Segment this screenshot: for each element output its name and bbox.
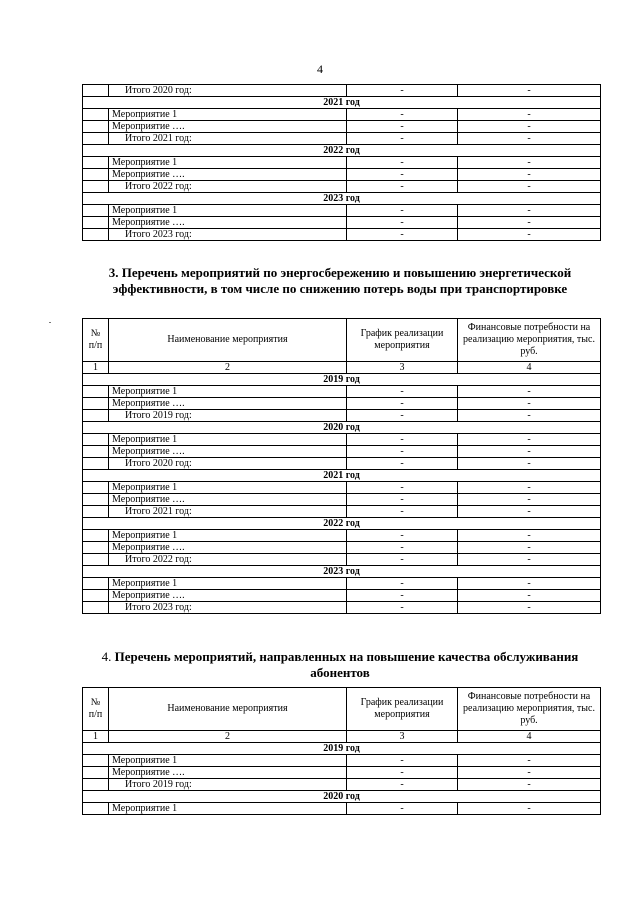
- year-row: [83, 518, 601, 530]
- total-row: [83, 133, 601, 145]
- row-num: [83, 157, 109, 169]
- section-3-heading: [100, 265, 580, 297]
- schedule-value: -: [347, 542, 458, 554]
- item-name: Мероприятие 1: [109, 434, 347, 446]
- schedule-value: -: [347, 602, 458, 614]
- total-row: [83, 181, 601, 193]
- total-row: [83, 229, 601, 241]
- schedule-value: -: [347, 803, 458, 815]
- item-name: Мероприятие ….: [109, 590, 347, 602]
- cost-value: -: [458, 602, 601, 614]
- row-num: [83, 767, 109, 779]
- column-number: 1: [83, 731, 109, 743]
- total-label: Итого 2021 год:: [109, 133, 347, 145]
- cost-value: -: [458, 109, 601, 121]
- cost-value: -: [458, 530, 601, 542]
- scan-speck: [49, 322, 51, 323]
- total-row: [83, 554, 601, 566]
- item-name: Мероприятие 1: [109, 205, 347, 217]
- row-num: [83, 133, 109, 145]
- column-number: 4: [458, 731, 601, 743]
- total-label: Итого 2019 год:: [109, 779, 347, 791]
- column-number: 2: [109, 731, 347, 743]
- cost-value: -: [458, 205, 601, 217]
- schedule-value: -: [347, 157, 458, 169]
- table-row: [83, 205, 601, 217]
- item-name: Мероприятие ….: [109, 542, 347, 554]
- item-name: Мероприятие 1: [109, 755, 347, 767]
- table-row: [83, 482, 601, 494]
- schedule-value: -: [347, 398, 458, 410]
- cost-value: -: [458, 458, 601, 470]
- year-label: 2019 год: [83, 743, 601, 755]
- column-number: 2: [109, 362, 347, 374]
- year-row: [83, 791, 601, 803]
- row-num: [83, 434, 109, 446]
- table-row: [83, 121, 601, 133]
- total-row: [83, 458, 601, 470]
- table-row: [83, 530, 601, 542]
- schedule-value: -: [347, 434, 458, 446]
- year-label: 2021 год: [83, 97, 601, 109]
- row-num: [83, 458, 109, 470]
- table-row: [83, 109, 601, 121]
- item-name: Мероприятие ….: [109, 169, 347, 181]
- schedule-value: -: [347, 109, 458, 121]
- total-row: [83, 602, 601, 614]
- cost-value: -: [458, 410, 601, 422]
- total-row: [83, 410, 601, 422]
- row-num: [83, 181, 109, 193]
- row-num: [83, 109, 109, 121]
- header-schedule: График реализации мероприятия: [347, 688, 458, 731]
- row-num: [83, 217, 109, 229]
- table-row: [83, 169, 601, 181]
- table-row: [83, 494, 601, 506]
- row-num: [83, 386, 109, 398]
- header-num: № п/п: [83, 319, 109, 362]
- cost-value: -: [458, 169, 601, 181]
- year-row: [83, 566, 601, 578]
- section-3-title: Перечень мероприятий по энергосбережению и повышению энергетической эффективности, в том числе по снижению потерь воды при транспортировке: [112, 265, 572, 296]
- row-num: [83, 578, 109, 590]
- year-label: 2023 год: [83, 566, 601, 578]
- total-label: Итого 2022 год:: [109, 181, 347, 193]
- header-row: [83, 319, 601, 362]
- row-num: [83, 410, 109, 422]
- schedule-value: -: [347, 554, 458, 566]
- header-name: Наименование мероприятия: [109, 688, 347, 731]
- total-label: Итого 2020 год:: [109, 85, 347, 97]
- column-number-row: [83, 731, 601, 743]
- table-row: [83, 446, 601, 458]
- schedule-value: -: [347, 779, 458, 791]
- year-label: 2023 год: [83, 193, 601, 205]
- header-row: [83, 688, 601, 731]
- cost-value: -: [458, 133, 601, 145]
- total-row: [83, 85, 601, 97]
- table-row: [83, 386, 601, 398]
- cost-value: -: [458, 755, 601, 767]
- header-schedule: График реализации мероприятия: [347, 319, 458, 362]
- row-num: [83, 755, 109, 767]
- year-row: [83, 145, 601, 157]
- item-name: Мероприятие 1: [109, 530, 347, 542]
- item-name: Мероприятие 1: [109, 482, 347, 494]
- cost-value: -: [458, 803, 601, 815]
- schedule-value: -: [347, 181, 458, 193]
- cost-value: -: [458, 434, 601, 446]
- header-cost: Финансовые потребности на реализацию мероприятия, тыс. руб.: [458, 688, 601, 731]
- year-label: 2022 год: [83, 518, 601, 530]
- row-num: [83, 494, 109, 506]
- row-num: [83, 398, 109, 410]
- cost-value: -: [458, 554, 601, 566]
- schedule-value: -: [347, 229, 458, 241]
- year-label: 2020 год: [83, 791, 601, 803]
- total-label: Итого 2023 год:: [109, 602, 347, 614]
- year-label: 2019 год: [83, 374, 601, 386]
- item-name: Мероприятие ….: [109, 217, 347, 229]
- total-label: Итого 2019 год:: [109, 410, 347, 422]
- column-number: 3: [347, 362, 458, 374]
- column-number: 3: [347, 731, 458, 743]
- continued-table: [82, 84, 601, 241]
- year-row: [83, 422, 601, 434]
- header-cost: Финансовые потребности на реализацию мероприятия, тыс. руб.: [458, 319, 601, 362]
- schedule-value: -: [347, 446, 458, 458]
- schedule-value: -: [347, 133, 458, 145]
- page-number: 4: [317, 62, 323, 76]
- year-row: [83, 97, 601, 109]
- column-number: 1: [83, 362, 109, 374]
- header-name: Наименование мероприятия: [109, 319, 347, 362]
- cost-value: -: [458, 779, 601, 791]
- schedule-value: -: [347, 530, 458, 542]
- table-row: [83, 767, 601, 779]
- table-row: [83, 755, 601, 767]
- total-row: [83, 779, 601, 791]
- table-row: [83, 542, 601, 554]
- schedule-value: -: [347, 205, 458, 217]
- column-number: 4: [458, 362, 601, 374]
- schedule-value: -: [347, 410, 458, 422]
- row-num: [83, 803, 109, 815]
- schedule-value: -: [347, 590, 458, 602]
- cost-value: -: [458, 767, 601, 779]
- year-row: [83, 193, 601, 205]
- row-num: [83, 121, 109, 133]
- cost-value: -: [458, 446, 601, 458]
- row-num: [83, 554, 109, 566]
- year-label: 2020 год: [83, 422, 601, 434]
- section-4-number: 4.: [101, 649, 112, 664]
- section-4-table: [82, 687, 601, 815]
- schedule-value: -: [347, 755, 458, 767]
- item-name: Мероприятие ….: [109, 121, 347, 133]
- schedule-value: -: [347, 767, 458, 779]
- item-name: Мероприятие 1: [109, 109, 347, 121]
- row-num: [83, 590, 109, 602]
- table-row: [83, 590, 601, 602]
- year-label: 2022 год: [83, 145, 601, 157]
- table-row: [83, 398, 601, 410]
- table-row: [83, 803, 601, 815]
- cost-value: -: [458, 506, 601, 518]
- item-name: Мероприятие ….: [109, 494, 347, 506]
- year-label: 2021 год: [83, 470, 601, 482]
- column-number-row: [83, 362, 601, 374]
- schedule-value: -: [347, 482, 458, 494]
- cost-value: -: [458, 157, 601, 169]
- section-3-number: 3.: [108, 265, 119, 280]
- schedule-value: -: [347, 458, 458, 470]
- item-name: Мероприятие ….: [109, 767, 347, 779]
- table-row: [83, 157, 601, 169]
- header-num: № п/п: [83, 688, 109, 731]
- cost-value: -: [458, 590, 601, 602]
- total-label: Итого 2020 год:: [109, 458, 347, 470]
- row-num: [83, 85, 109, 97]
- item-name: Мероприятие ….: [109, 446, 347, 458]
- cost-value: -: [458, 229, 601, 241]
- table-row: [83, 217, 601, 229]
- cost-value: -: [458, 386, 601, 398]
- total-label: Итого 2023 год:: [109, 229, 347, 241]
- row-num: [83, 602, 109, 614]
- schedule-value: -: [347, 578, 458, 590]
- item-name: Мероприятие 1: [109, 578, 347, 590]
- schedule-value: -: [347, 169, 458, 181]
- cost-value: -: [458, 482, 601, 494]
- item-name: Мероприятие ….: [109, 398, 347, 410]
- cost-value: -: [458, 181, 601, 193]
- cost-value: -: [458, 398, 601, 410]
- section-3-table: [82, 318, 601, 614]
- total-row: [83, 506, 601, 518]
- row-num: [83, 446, 109, 458]
- year-row: [83, 470, 601, 482]
- year-row: [83, 374, 601, 386]
- row-num: [83, 482, 109, 494]
- cost-value: -: [458, 494, 601, 506]
- total-label: Итого 2021 год:: [109, 506, 347, 518]
- cost-value: -: [458, 542, 601, 554]
- row-num: [83, 530, 109, 542]
- cost-value: -: [458, 121, 601, 133]
- year-row: [83, 743, 601, 755]
- item-name: Мероприятие 1: [109, 157, 347, 169]
- cost-value: -: [458, 578, 601, 590]
- row-num: [83, 779, 109, 791]
- table-row: [83, 578, 601, 590]
- table-row: [83, 434, 601, 446]
- cost-value: -: [458, 85, 601, 97]
- schedule-value: -: [347, 217, 458, 229]
- item-name: Мероприятие 1: [109, 386, 347, 398]
- item-name: Мероприятие 1: [109, 803, 347, 815]
- schedule-value: -: [347, 121, 458, 133]
- section-4-heading: [100, 649, 580, 681]
- section-4-title: Перечень мероприятий, направленных на повышение качества обслуживания абонентов: [114, 649, 579, 680]
- cost-value: -: [458, 217, 601, 229]
- row-num: [83, 229, 109, 241]
- row-num: [83, 506, 109, 518]
- total-label: Итого 2022 год:: [109, 554, 347, 566]
- schedule-value: -: [347, 494, 458, 506]
- schedule-value: -: [347, 506, 458, 518]
- schedule-value: -: [347, 85, 458, 97]
- schedule-value: -: [347, 386, 458, 398]
- row-num: [83, 169, 109, 181]
- row-num: [83, 542, 109, 554]
- row-num: [83, 205, 109, 217]
